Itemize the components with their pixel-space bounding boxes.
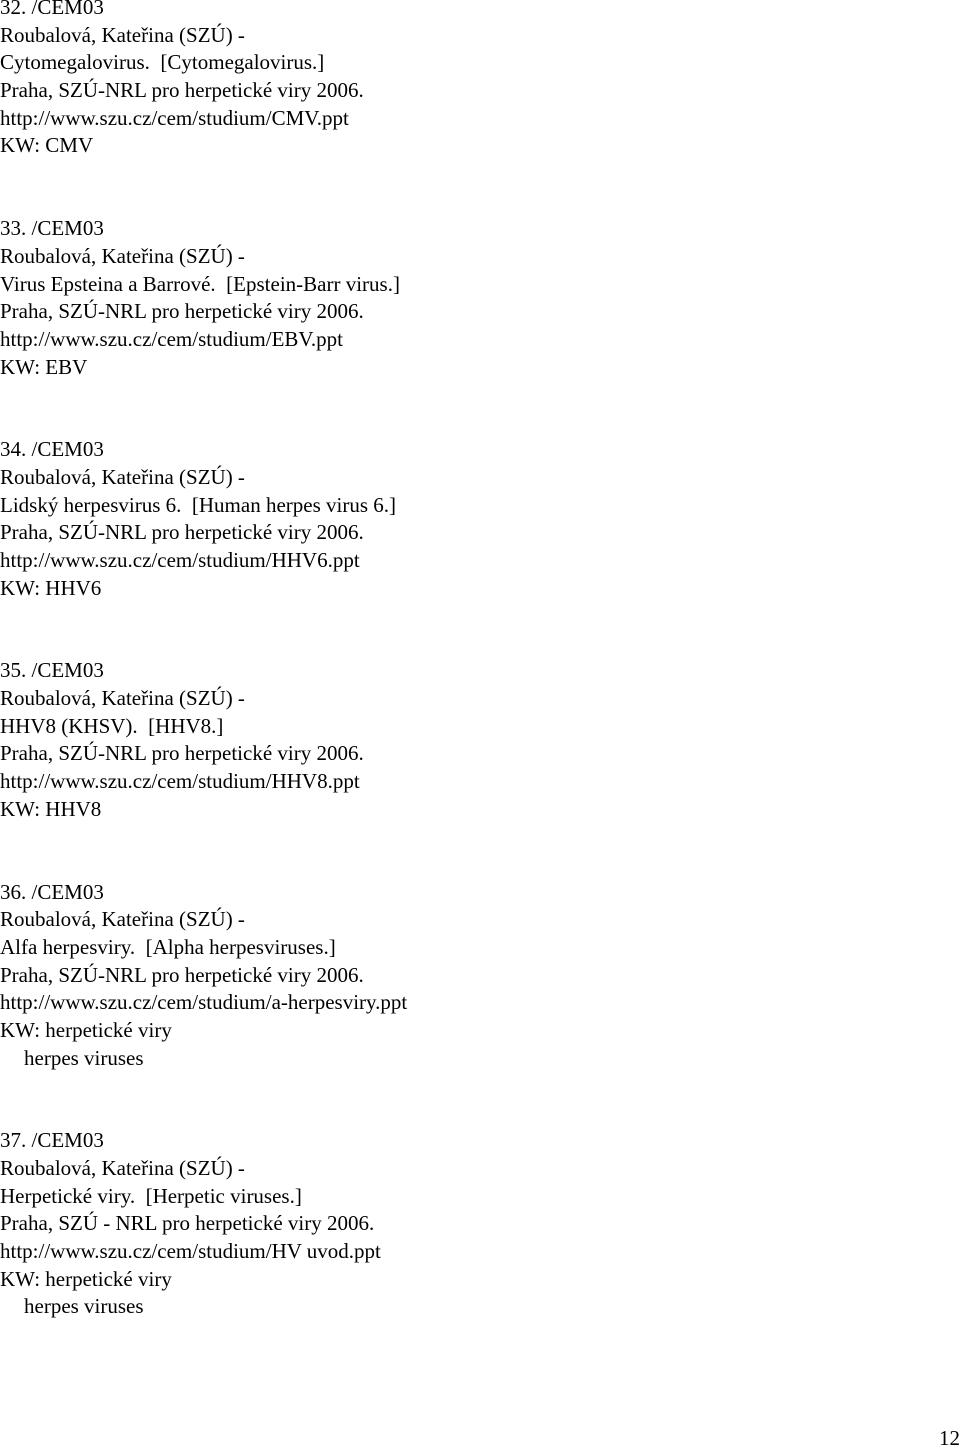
entry-number: 36. /CEM03 — [0, 879, 104, 904]
entry-number: 32. /CEM03 — [0, 0, 104, 19]
entry-number: 35. /CEM03 — [0, 658, 104, 683]
entry-publisher: Praha, SZÚ - NRL pro herpetické viry 2006. — [0, 1211, 375, 1236]
entry-title: Herpetické viry. [Herpetic viruses.] — [0, 1183, 302, 1208]
entry-author: Roubalová, Kateřina (SZÚ) - — [0, 1156, 245, 1180]
entry-keywords: KW: herpetické viry — [0, 1266, 172, 1291]
entry-keywords: KW: CMV — [0, 133, 94, 158]
entry-publisher: Praha, SZÚ-NRL pro herpetické viry 2006. — [0, 962, 364, 987]
entry-publisher: Praha, SZÚ-NRL pro herpetické viry 2006. — [0, 741, 364, 766]
entry-url[interactable]: http://www.szu.cz/cem/studium/HV uvod.ppt — [0, 1239, 381, 1264]
entry-author: Roubalová, Kateřina (SZÚ) - — [0, 22, 245, 47]
page-number: 12 — [939, 1426, 960, 1450]
entry-author: Roubalová, Kateřina (SZÚ) - — [0, 243, 245, 268]
bibliography-entry — [0, 215, 960, 381]
entry-title: Virus Epsteina a Barrové. [Epstein-Barr virus.] — [0, 271, 400, 296]
bibliography-entry — [0, 657, 960, 823]
entry-publisher: Praha, SZÚ-NRL pro herpetické viry 2006. — [0, 78, 364, 103]
bibliography-entry — [0, 436, 960, 602]
entry-keywords: KW: HHV8 — [0, 796, 102, 821]
entry-keywords-continued: herpes viruses — [24, 1045, 144, 1070]
bibliography-entry — [0, 1127, 960, 1321]
entry-title: HHV8 (KHSV). [HHV8.] — [0, 713, 224, 738]
entry-url[interactable]: http://www.szu.cz/cem/studium/HHV8.ppt — [0, 769, 360, 794]
bibliography-entry — [0, 879, 960, 1073]
bibliography-entry — [0, 0, 960, 160]
entry-url[interactable]: http://www.szu.cz/cem/studium/a-herpesviry.ppt — [0, 990, 408, 1015]
entry-url[interactable]: http://www.szu.cz/cem/studium/CMV.ppt — [0, 105, 349, 130]
entry-number: 37. /CEM03 — [0, 1128, 104, 1153]
entry-url[interactable]: http://www.szu.cz/cem/studium/HHV6.ppt — [0, 548, 360, 572]
entry-title: Alfa herpesviry. [Alpha herpesviruses.] — [0, 934, 336, 959]
entry-keywords: KW: herpetické viry — [0, 1017, 172, 1042]
entry-author: Roubalová, Kateřina (SZÚ) - — [0, 464, 245, 489]
entry-title: Cytomegalovirus. [Cytomegalovirus.] — [0, 50, 325, 75]
entry-number: 33. /CEM03 — [0, 216, 104, 241]
entry-publisher: Praha, SZÚ-NRL pro herpetické viry 2006. — [0, 520, 364, 545]
entry-number: 34. /CEM03 — [0, 437, 104, 462]
entry-keywords: KW: EBV — [0, 354, 88, 379]
entry-author: Roubalová, Kateřina (SZÚ) - — [0, 686, 245, 711]
entry-title: Lidský herpesvirus 6. [Human herpes virus 6.] — [0, 492, 397, 517]
entry-publisher: Praha, SZÚ-NRL pro herpetické viry 2006. — [0, 299, 364, 324]
entry-url[interactable]: http://www.szu.cz/cem/studium/EBV.ppt — [0, 326, 343, 351]
entry-keywords-continued: herpes viruses — [24, 1294, 144, 1319]
entry-keywords: KW: HHV6 — [0, 575, 102, 600]
entry-author: Roubalová, Kateřina (SZÚ) - — [0, 907, 245, 932]
